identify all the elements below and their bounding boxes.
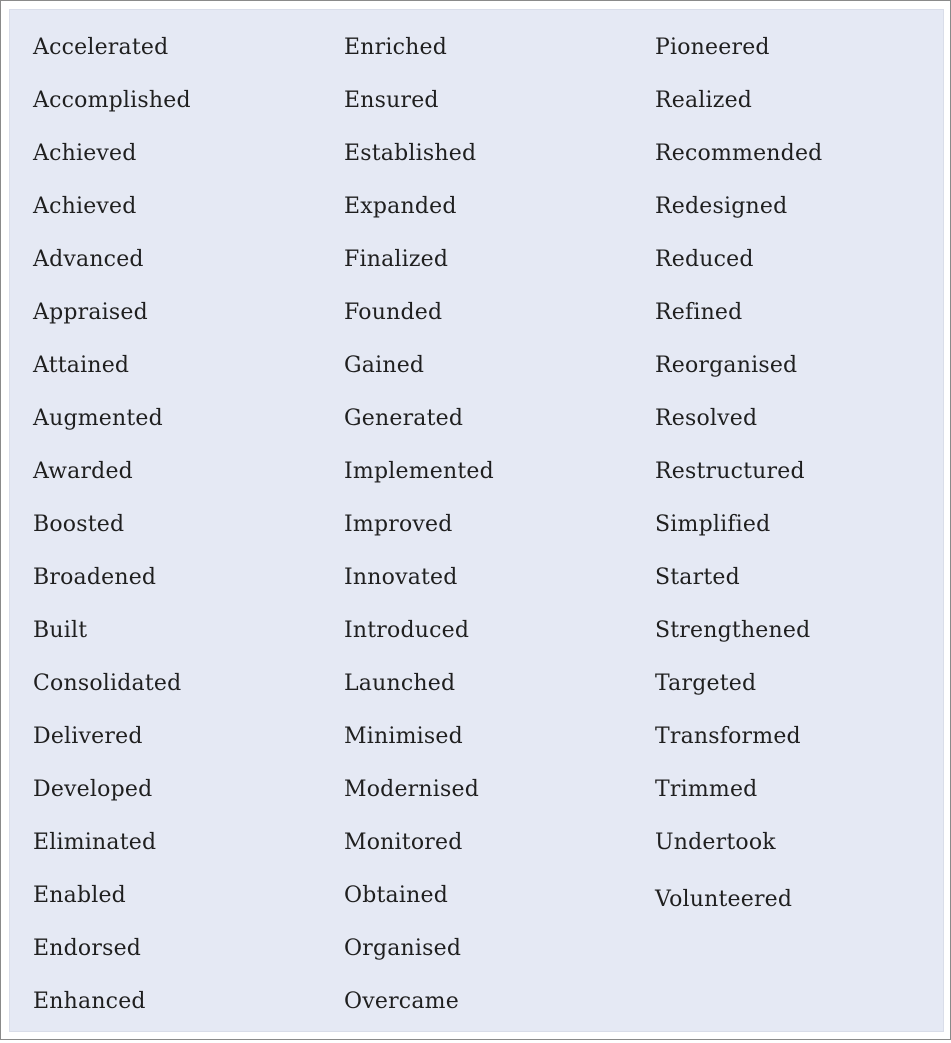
word-item: Enabled [33, 883, 126, 908]
word-item: Recommended [655, 141, 823, 166]
word-item: Enhanced [33, 989, 146, 1014]
word-item: Finalized [344, 247, 449, 272]
word-item: Ensured [344, 88, 439, 113]
word-item: Appraised [33, 300, 148, 325]
word-item: Trimmed [655, 777, 758, 802]
action-verbs-panel [9, 9, 944, 1032]
word-item: Awarded [33, 459, 133, 484]
word-column-1 [33, 36, 191, 1043]
word-item: Built [33, 618, 88, 643]
word-item: Resolved [655, 406, 758, 431]
word-item: Reduced [655, 247, 754, 272]
word-item: Eliminated [33, 830, 157, 855]
word-item: Enriched [344, 35, 447, 60]
word-column-3 [655, 36, 822, 941]
word-item: Endorsed [33, 936, 142, 961]
word-item: Gained [344, 353, 425, 378]
word-item: Volunteered [655, 887, 793, 912]
word-item: Transformed [655, 724, 801, 749]
word-item: Modernised [344, 777, 479, 802]
word-item: Augmented [33, 406, 163, 431]
word-item: Launched [344, 671, 456, 696]
word-item: Pioneered [655, 35, 770, 60]
word-item: Broadened [33, 565, 157, 590]
word-item: Overcame [344, 989, 459, 1014]
word-item: Improved [344, 512, 453, 537]
word-item: Expanded [344, 194, 457, 219]
word-item: Established [344, 141, 477, 166]
word-item: Consolidated [33, 671, 182, 696]
word-item: Founded [344, 300, 443, 325]
word-item: Refined [655, 300, 743, 325]
word-item: Realized [655, 88, 753, 113]
word-item: Started [655, 565, 740, 590]
word-item: Advanced [33, 247, 144, 272]
word-item: Strengthened [655, 618, 811, 643]
word-item: Targeted [655, 671, 757, 696]
word-item: Introduced [344, 618, 470, 643]
word-item: Delivered [33, 724, 143, 749]
word-item: Monitored [344, 830, 463, 855]
word-item: Generated [344, 406, 464, 431]
word-item: Simplified [655, 512, 771, 537]
word-item: Obtained [344, 883, 448, 908]
word-item: Attained [33, 353, 130, 378]
word-item: Implemented [344, 459, 494, 484]
word-item: Reorganised [655, 353, 798, 378]
word-item: Innovated [344, 565, 458, 590]
word-item: Accelerated [33, 35, 169, 60]
word-item: Redesigned [655, 194, 788, 219]
word-item: Developed [33, 777, 153, 802]
word-item: Achieved [33, 141, 137, 166]
word-item: Achieved [33, 194, 137, 219]
word-item: Restructured [655, 459, 805, 484]
word-item: Minimised [344, 724, 463, 749]
word-item: Organised [344, 936, 462, 961]
word-item: Accomplished [33, 88, 191, 113]
word-column-2 [344, 36, 494, 1043]
word-item: Boosted [33, 512, 125, 537]
word-item: Undertook [655, 830, 776, 855]
